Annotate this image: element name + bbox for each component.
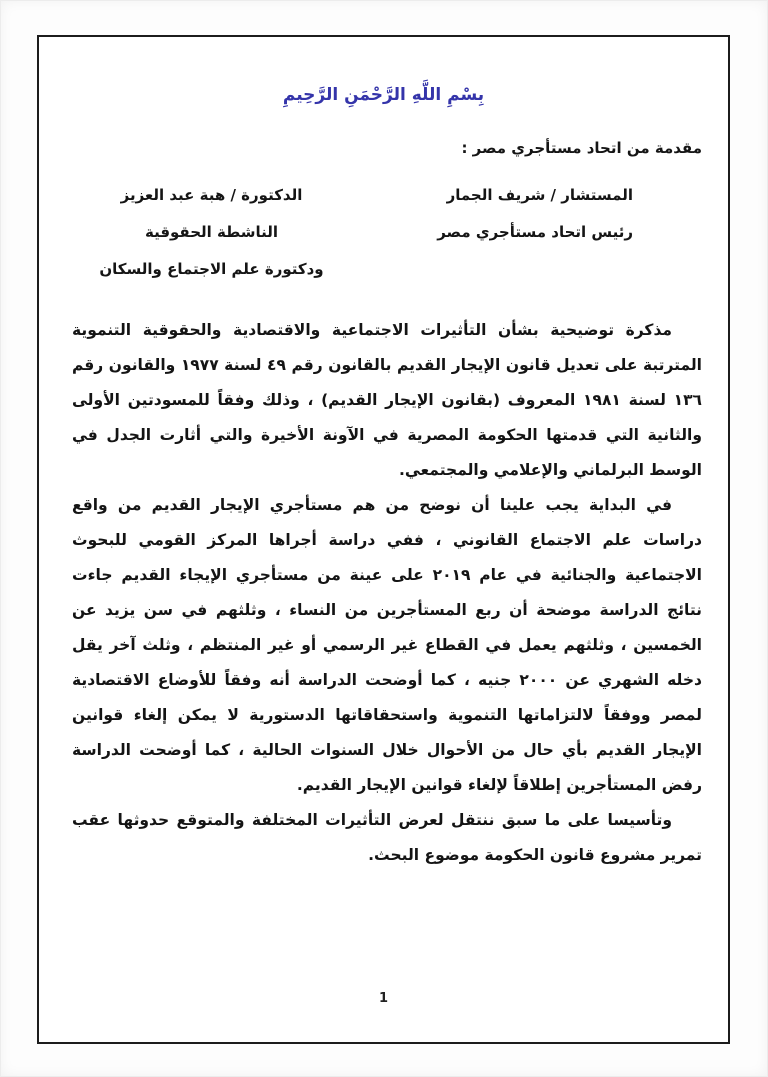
author-name-doctor: الدكتورة / هبة عبد العزيز — [120, 186, 303, 204]
page-number: 1 — [378, 991, 389, 1006]
author-title-union-head: رئيس اتحاد مستأجري مصر — [437, 223, 633, 241]
author-block-right — [383, 177, 633, 251]
document-body — [72, 313, 702, 873]
author-name-counselor: المستشار / شريف الجمار — [446, 186, 633, 204]
basmala-heading: بِسْمِ اللَّهِ الرَّحْمَنِ الرَّحِيمِ — [282, 85, 485, 105]
author-block-left — [84, 177, 339, 288]
page-border-frame — [37, 35, 730, 1044]
paragraph-study-findings: في البداية يجب علينا أن نوضح من هم مستأجري الإيجار القديم من واقع دراسات علم الاجتماع القانوني ، ففي دراسة أجراها المركز القومي للبحوث الاجتماعية والجنائية في عام ٢٠١٩ على عينة من مستأجري الإيجاء القديم جاءت نتائج الدراسة موضحة أن ربع المستأجرين من النساء ، وثلثهم في سن يزيد عن الخمسين ، وثلثهم يعمل في القطاع غير الرسمي أو غير المنتظم ، وثلث آخر يقل دخله الشهري عن ٢٠٠٠ جنيه ، كما أوضحت الدراسة أنه وفقاً للأوضاع الاقتصادية لمصر ووفقاً لالتزاماتها التنموية واستحقاقاتها الدستورية لا يمكن إلغاء قوانين الإيجار القديم بأي حال من الأحوال خلال السنوات الحالية ، كما أوضحت الدراسة رفض المستأجرين إطلاقاً لإلغاء قوانين الإيجار القديم. — [72, 496, 702, 794]
paragraph-memo-subject: مذكرة توضيحية بشأن التأثيرات الاجتماعية والاقتصادية والحقوقية التنموية المترتبة على تعديل قانون الإيجار القديم بالقانون رقم ٤٩ لسنة ١٩٧٧ والقانون رقم ١٣٦ لسنة ١٩٨١ المعروف (بقانون الإيجار القديم) ، وذلك وفقاً للمسودتين الأولى والثانية التي قدمتها الحكومة المصرية في الآونة الأخيرة والتي أثارت الجدل في الوسط البرلماني والإعلامي والمجتمعي. — [72, 321, 702, 479]
author-title-activist: الناشطة الحقوقية — [144, 223, 279, 241]
intro-line: مقدمة من اتحاد مستأجري مصر : — [461, 139, 702, 157]
author-title-sociologist: ودكتورة علم الاجتماع والسكان — [99, 260, 324, 278]
paragraph-transition: وتأسيسا على ما سبق ننتقل لعرض التأثيرات المختلفة والمتوقع حدوثها عقب تمرير مشروع قانون الحكومة موضوع البحث. — [72, 811, 702, 864]
